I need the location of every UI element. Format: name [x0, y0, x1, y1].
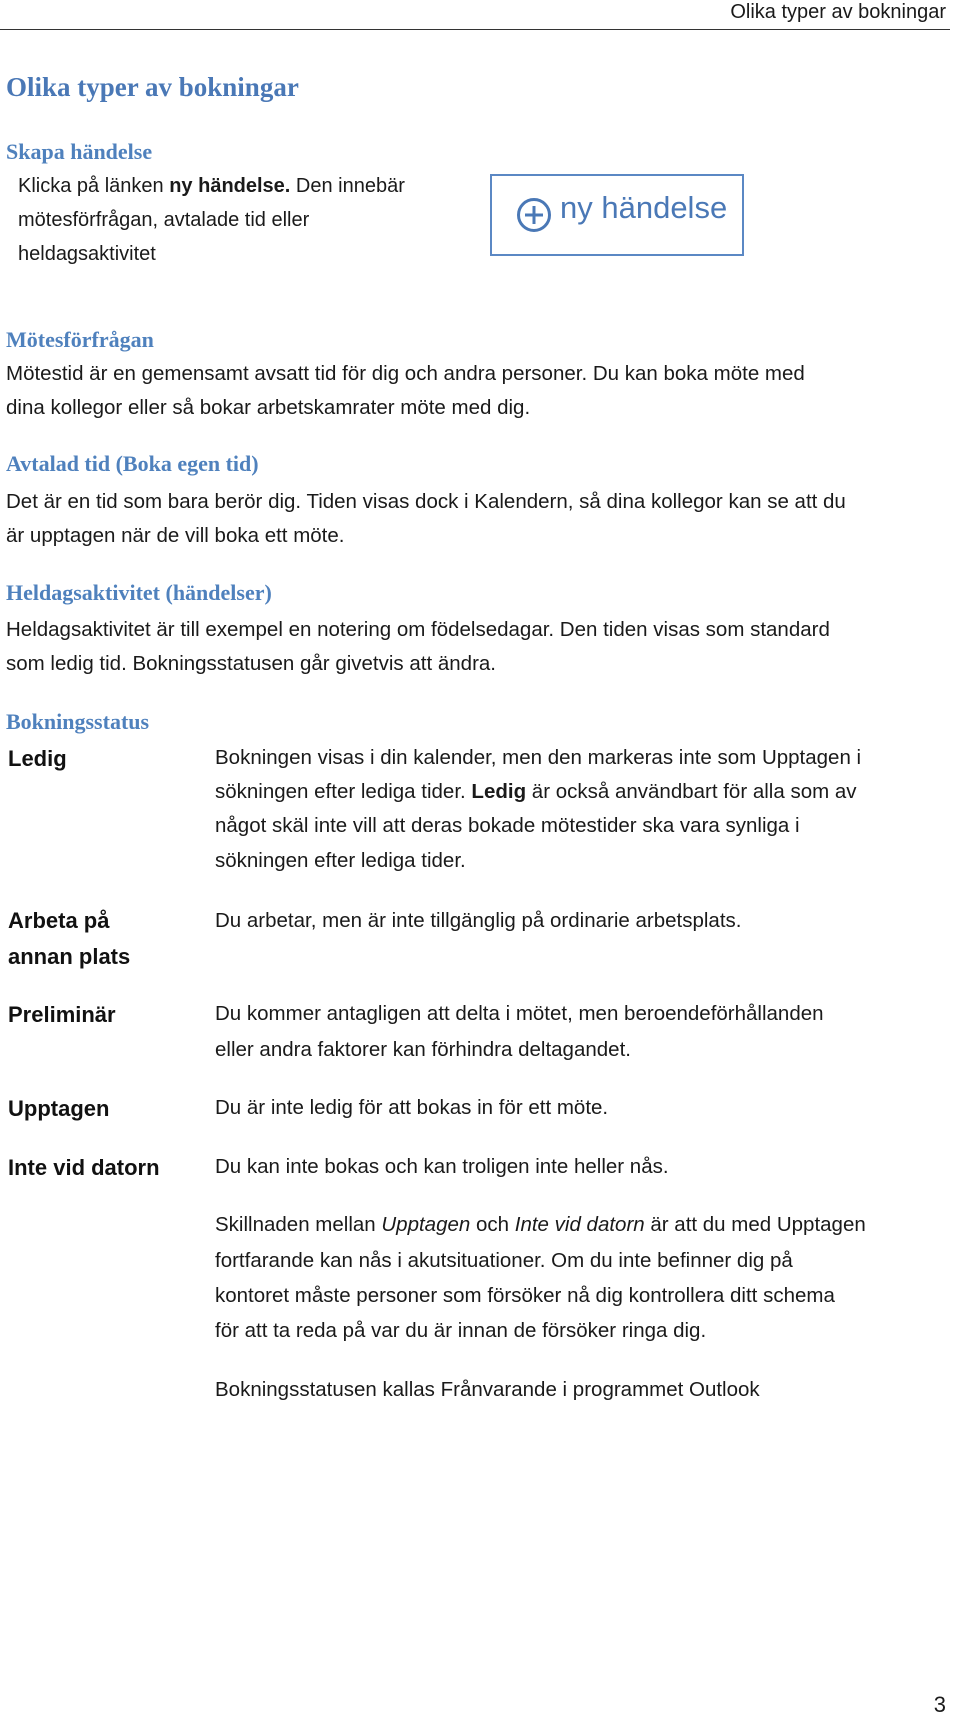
ledig-line-1: Bokningen visas i din kalender, men den markeras inte som Upptagen i	[215, 746, 862, 769]
skillnad-line-3: kontoret måste personer som försöker nå dig kontrollera ditt schema	[215, 1284, 835, 1307]
section-heading-bokningsstatus: Bokningsstatus	[6, 709, 150, 734]
prelim-line-2: eller andra faktorer kan förhindra deltagandet.	[215, 1038, 631, 1061]
skapa-text: Klicka på länken	[18, 175, 170, 197]
prelim-line-1: Du kommer antagligen att delta i mötet, men beroendeförhållanden	[215, 1002, 824, 1025]
arbeta-line-1: Du arbetar, men är inte tillgänglig på ordinarie arbetsplats.	[215, 909, 742, 932]
section-heading-heldagsaktivitet: Heldagsaktivitet (händelser)	[6, 580, 272, 605]
skapa-line-2: mötesförfrågan, avtalade tid eller	[18, 209, 310, 231]
status-term-arbeta-line-2: annan plats	[8, 944, 131, 969]
ny-handelse-button-label: ny händelse	[560, 190, 728, 225]
status-term-preliminar: Preliminär	[8, 1002, 116, 1027]
skillnad-line-1	[215, 1208, 866, 1242]
document-title: Olika typer av bokningar	[6, 72, 299, 102]
ny-handelse-link-text: ny händelse.	[169, 175, 291, 197]
skillnad-text-cont: är att du med Upptagen	[644, 1213, 866, 1236]
status-term-upptagen: Upptagen	[8, 1096, 110, 1121]
upptagen-line-1: Du är inte ledig för att bokas in för ett möte.	[215, 1096, 609, 1119]
plus-circle-icon	[516, 197, 552, 233]
outlook-note: Bokningsstatusen kallas Frånvarande i programmet Outlook	[215, 1378, 760, 1401]
skillnad-italic-upptagen: Upptagen	[381, 1213, 471, 1236]
section-heading-skapa: Skapa händelse	[6, 139, 153, 164]
skapa-text-cont: Den innebär	[290, 175, 405, 197]
heldag-line-2: som ledig tid. Bokningsstatusen går givetvis att ändra.	[6, 652, 496, 675]
skapa-line-3: heldagsaktivitet	[18, 243, 156, 265]
skillnad-line-4: för att ta reda på var du är innan de försöker ringa dig.	[215, 1319, 707, 1342]
ledig-line-3: något skäl inte vill att deras bokade mötestider ska vara synliga i	[215, 814, 800, 837]
ny-handelse-button[interactable]	[490, 174, 744, 256]
header-title: Olika typer av bokningar	[730, 1, 946, 23]
skillnad-text-och: och	[470, 1213, 515, 1236]
skillnad-text: Skillnaden mellan	[215, 1213, 382, 1236]
section-heading-motesforfragan: Mötesförfrågan	[6, 327, 154, 352]
section-heading-avtalad-tid: Avtalad tid (Boka egen tid)	[6, 451, 259, 476]
motes-line-2: dina kollegor eller så bokar arbetskamrater möte med dig.	[6, 396, 531, 419]
page-number: 3	[933, 1692, 946, 1717]
skapa-line-1	[18, 170, 405, 203]
motes-line-1: Mötestid är en gemensamt avsatt tid för dig och andra personer. Du kan boka möte med	[6, 362, 805, 385]
status-term-arbeta-line-1: Arbeta på	[8, 908, 110, 933]
status-term-inte-vid-datorn: Inte vid datorn	[8, 1155, 160, 1180]
ledig-line-2	[215, 775, 857, 809]
ledig-line-4: sökningen efter lediga tider.	[215, 849, 466, 872]
skillnad-line-2: fortfarande kan nås i akutsituationer. Om du inte befinner dig på	[215, 1249, 793, 1272]
avtalad-line-2: är upptagen när de vill boka ett möte.	[6, 524, 345, 547]
status-term-ledig: Ledig	[8, 746, 67, 771]
ledig-text: sökningen efter lediga tider.	[215, 780, 472, 803]
ledig-bold: Ledig	[471, 780, 527, 803]
avtalad-line-1: Det är en tid som bara berör dig. Tiden visas dock i Kalendern, så dina kollegor kan se att du	[6, 490, 846, 513]
page-header	[0, 0, 950, 30]
ledig-text-cont: är också användbart för alla som av	[526, 780, 857, 803]
heldag-line-1: Heldagsaktivitet är till exempel en notering om födelsedagar. Den tiden visas som standard	[6, 618, 830, 641]
skillnad-italic-inte-vid: Inte vid datorn	[514, 1213, 645, 1236]
inte-vid-line-1: Du kan inte bokas och kan troligen inte heller nås.	[215, 1155, 669, 1178]
